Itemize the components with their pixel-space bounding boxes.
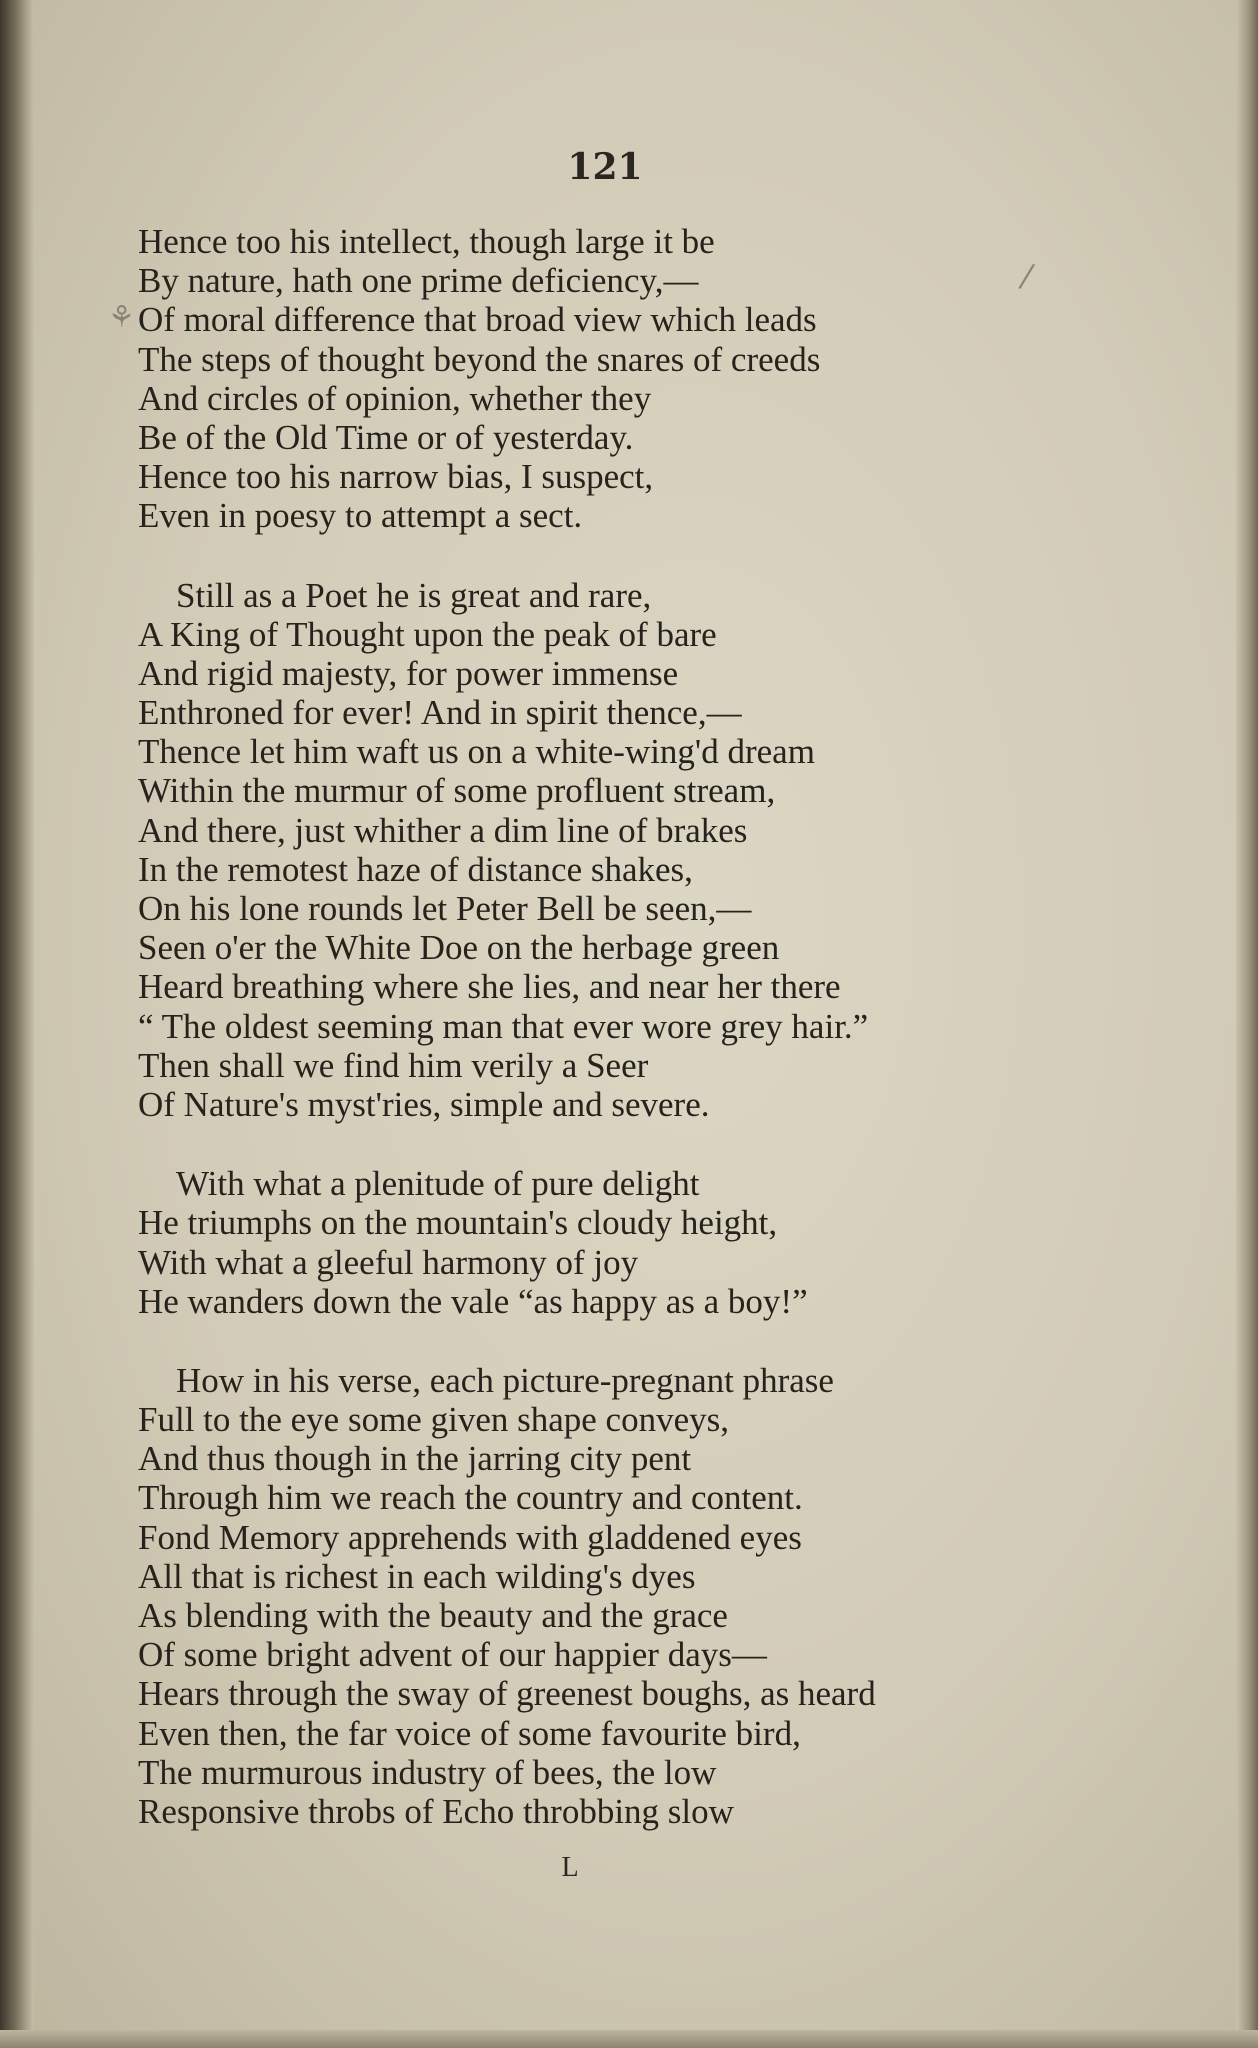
poem-line: With what a plenitude of pure delight xyxy=(176,1164,700,1204)
poem-line: Then shall we find him verily a Seer xyxy=(138,1045,649,1085)
poem-line: And there, just whither a dim line of brakes xyxy=(138,810,748,850)
poem-line: Enthroned for ever! And in spirit thence,— xyxy=(138,693,742,733)
poem-line: Full to the eye some given shape conveys, xyxy=(138,1400,729,1440)
poem-line: And circles of opinion, whether they xyxy=(138,378,652,418)
stanza xyxy=(138,1164,1138,1321)
poem-line: Responsive throbs of Echo throbbing slow xyxy=(138,1791,734,1831)
poem-line: “ The oldest seeming man that ever wore grey hair.” xyxy=(138,1006,869,1046)
page-number: 121 xyxy=(567,146,643,188)
pencil-mark-icon: ⁄ xyxy=(1024,258,1030,296)
poem-line: Even then, the far voice of some favourite bird, xyxy=(138,1713,801,1753)
poem-line: Heard breathing where she lies, and near her there xyxy=(138,967,841,1007)
pencil-mark-icon: ⚘ xyxy=(108,300,135,335)
poem-line: The steps of thought beyond the snares of creeds xyxy=(138,339,821,379)
poem-line: Hence too his intellect, though large it be xyxy=(138,222,715,261)
poem-line: On his lone rounds let Peter Bell be seen,— xyxy=(138,889,752,928)
poem-line: With what a gleeful harmony of joy xyxy=(138,1242,639,1282)
poem-line: Through him we reach the country and content. xyxy=(138,1478,803,1518)
stanza xyxy=(138,222,1138,536)
poem-line: Seen o'er the White Doe on the herbage green xyxy=(138,928,780,968)
signature-mark: L xyxy=(561,1852,579,1883)
stanza xyxy=(138,576,1138,1125)
poem-line: Still as a Poet he is great and rare, xyxy=(176,575,652,615)
poem-line: As blending with the beauty and the grace xyxy=(138,1596,728,1635)
poem-line: And thus though in the jarring city pent xyxy=(138,1439,692,1479)
poem-text xyxy=(138,222,1138,1871)
stanza xyxy=(138,1361,1138,1831)
poem-line: Fond Memory apprehends with gladdened eyes xyxy=(138,1517,802,1557)
poem-line: He wanders down the vale “as happy as a boy!” xyxy=(138,1281,808,1321)
poem-line: Hears through the sway of greenest boughs, as heard xyxy=(138,1674,876,1714)
poem-line: Be of the Old Time or of yesterday. xyxy=(138,417,634,457)
poem-line: Of some bright advent of our happier days— xyxy=(138,1635,767,1675)
page-binding-shadow xyxy=(0,0,34,2048)
poem-line: All that is richest in each wilding's dyes xyxy=(138,1556,696,1596)
poem-line: Within the murmur of some profluent stream, xyxy=(138,771,776,811)
poem-line: In the remotest haze of distance shakes, xyxy=(138,849,693,889)
poem-line: The murmurous industry of bees, the low xyxy=(138,1752,717,1792)
poem-line: Of Nature's myst'ries, simple and severe. xyxy=(138,1084,710,1124)
poem-line: A King of Thought upon the peak of bare xyxy=(138,614,717,654)
poem-line: And rigid majesty, for power immense xyxy=(138,653,679,693)
poem-line: He triumphs on the mountain's cloudy height, xyxy=(138,1203,778,1243)
poem-line: Of moral difference that broad view which leads xyxy=(138,300,817,340)
page-bottom-edge xyxy=(0,2030,1258,2048)
poem-line: Even in poesy to attempt a sect. xyxy=(138,496,583,536)
page-right-edge xyxy=(1236,0,1258,2048)
poem-line: Hence too his narrow bias, I suspect, xyxy=(138,457,654,497)
poem-line: By nature, hath one prime deficiency,— xyxy=(138,261,699,301)
poem-line: Thence let him waft us on a white-wing'd dream xyxy=(138,732,815,772)
poem-line: How in his verse, each picture-pregnant phrase xyxy=(176,1360,834,1400)
